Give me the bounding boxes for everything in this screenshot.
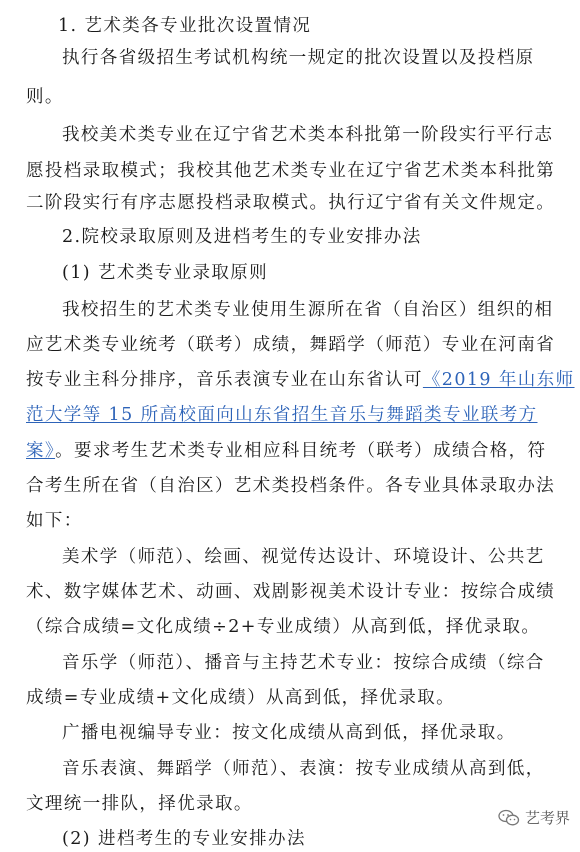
- text-line: 应艺术类专业统考（联考）成绩，舞蹈学（师范）专业在河南省: [26, 335, 556, 355]
- document-link[interactable]: 案》: [26, 441, 56, 461]
- text-line: 文理统一排队，择优录取。: [26, 794, 253, 814]
- text-line: [0, 402, 580, 428]
- text-line: 愿投档录取模式；我校其他艺术类专业在辽宁省艺术类本科批第: [26, 161, 556, 181]
- document-link[interactable]: 《2019 年山东师: [422, 370, 575, 390]
- text-line: (2) 进档考生的专业安排办法: [62, 829, 306, 849]
- text-line: 成绩=专业成绩+文化成绩）从高到低，择优录取。: [26, 688, 456, 708]
- text-line: 我校招生的艺术类专业使用生源所在省（自治区）组织的相: [62, 300, 554, 320]
- text-line: 广播电视编导专业：按文化成绩从高到低，择优录取。: [62, 723, 516, 743]
- text-line: 美术学（师范）、绘画、视觉传达设计、环境设计、公共艺: [62, 547, 545, 567]
- text-line: [0, 438, 580, 464]
- text-line: [0, 367, 580, 393]
- text-segment: 按专业主科分排序，音乐表演专业在山东省认可: [26, 370, 423, 390]
- text-line: 1. 艺术类各专业批次设置情况: [58, 16, 312, 36]
- watermark: [498, 807, 570, 828]
- text-line: 2.院校录取原则及进档考生的专业安排办法: [62, 227, 422, 247]
- watermark-text: 艺考界: [524, 809, 570, 827]
- text-line: 我校美术类专业在辽宁省艺术类本科批第一阶段实行平行志: [62, 125, 554, 145]
- wechat-icon: [498, 809, 520, 827]
- text-line: 执行各省级招生考试机构统一规定的批次设置以及投档原: [62, 48, 535, 68]
- document-link[interactable]: 范大学等 15 所高校面向山东省招生音乐与舞蹈类专业联考方: [26, 405, 538, 425]
- text-line: (1) 艺术类专业录取原则: [62, 263, 269, 283]
- text-line: （综合成绩=文化成绩÷2+专业成绩）从高到低，择优录取。: [26, 617, 541, 637]
- text-line: 二阶段实行有序志愿投档录取模式。执行辽宁省有关文件规定。: [26, 193, 556, 213]
- text-segment: 。要求考生艺术类专业相应科目统考（联考）成绩合格，符: [55, 441, 547, 461]
- text-line: 合考生所在省（自治区）艺术类投档条件。各专业具体录取办法: [26, 476, 556, 496]
- text-line: 术、数字媒体艺术、动画、戏剧影视美术设计专业：按综合成绩: [26, 582, 556, 602]
- text-line: 音乐表演、舞蹈学（师范）、表演：按专业成绩从高到低，: [62, 759, 545, 779]
- text-line: 如下：: [26, 511, 83, 531]
- text-line: 则。: [26, 87, 64, 107]
- text-line: 音乐学（师范）、播音与主持艺术专业：按综合成绩（综合: [62, 653, 545, 673]
